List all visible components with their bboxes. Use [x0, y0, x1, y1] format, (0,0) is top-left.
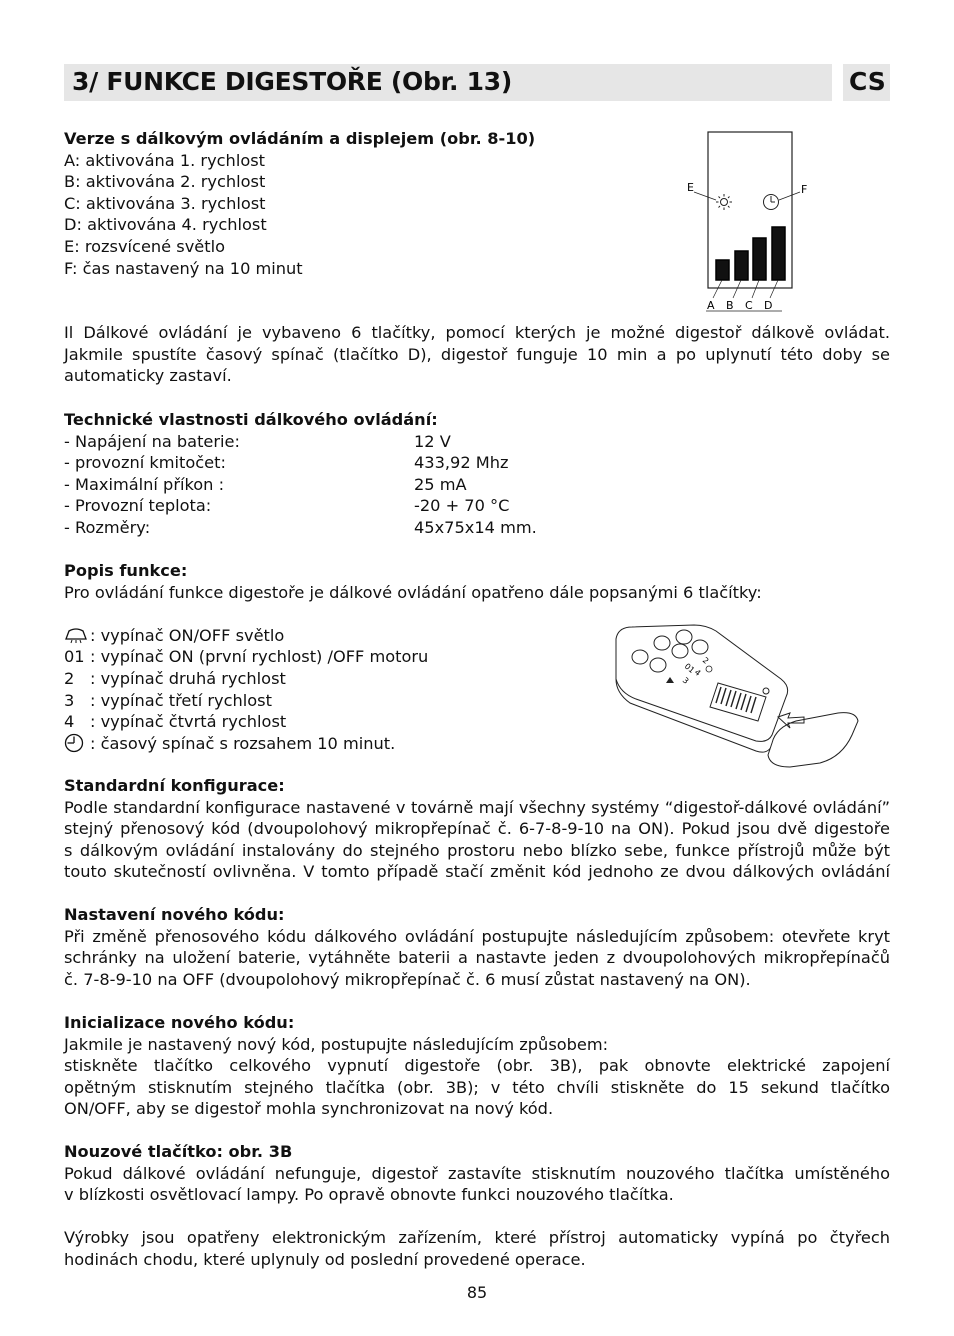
- spec-key: - provozní kmitočet:: [64, 453, 226, 473]
- section-heading: Technické vlastnosti dálkového ovládání:: [64, 410, 438, 429]
- section-heading: Verze s dálkovým ovládáním a displejem (obr. 8-10): [64, 129, 536, 148]
- intro-paragraph: [64, 322, 890, 387]
- function-text: : vypínač ON (první rychlost) /OFF motoru: [90, 647, 429, 667]
- spec-key: - Provozní teplota:: [64, 496, 212, 516]
- init-code: [64, 1012, 890, 1120]
- page-number: 85: [466, 1283, 488, 1302]
- spec-key: - Napájení na baterie:: [64, 431, 240, 451]
- legend-item: D: aktivována 4. rychlost: [64, 215, 267, 235]
- text-line: Il Dálkové ovládání je vybaveno 6 tlačítky, pomocí kterých je možné digestoř dálkově ovládat.: [64, 323, 890, 342]
- new-code: [64, 904, 890, 990]
- function-symbol: 2: [64, 668, 75, 688]
- text-line: ON/OFF, aby se digestoř mohla synchronizovat na nový kód.: [64, 1099, 554, 1119]
- language-badge: [843, 64, 890, 101]
- function-symbol: 3: [64, 690, 75, 710]
- legend-item: A: aktivována 1. rychlost: [64, 150, 265, 170]
- spec-row: [64, 495, 890, 517]
- spec-value: 45x75x14 mm.: [414, 517, 537, 537]
- function-text: : vypínač ON/OFF světlo: [90, 625, 285, 645]
- text-line: v blízkosti osvětlovací lampy. Po opravě obnovte funkci nouzového tlačítka.: [64, 1185, 674, 1205]
- standard-config: [64, 775, 890, 883]
- label-d: D: [764, 299, 773, 312]
- text-line: Výrobky jsou opatřeny elektronickým zařízením, které přístroj automaticky vypíná po čtyřech: [64, 1228, 890, 1247]
- spec-row: [64, 452, 890, 474]
- display-legend: [64, 128, 664, 279]
- spec-key: - Maximální příkon :: [64, 474, 225, 494]
- label-f: F: [801, 183, 808, 196]
- spec-value: 25 mA: [414, 474, 467, 494]
- text-line: Jakmile je nastavený nový kód, postupujte následujícím způsobem:: [64, 1034, 609, 1054]
- text-line: č. 7-8-9-10 na OFF (dvoupolohový mikropřepínač č. 6 musí zůstat nastavený na ON).: [64, 969, 751, 989]
- text-line: stejný přenosový kód (dvoupolohový mikropřepínač č. 6-7-8-9-10 na ON). Pokud jsou dvě digestoře: [64, 819, 890, 839]
- label-a: A: [707, 299, 715, 312]
- remote-label-01: 01: [682, 661, 697, 676]
- function-text: : vypínač třetí rychlost: [90, 690, 272, 710]
- hood-light-icon: [64, 625, 90, 647]
- section-heading: Inicializace nového kódu:: [64, 1013, 295, 1032]
- spec-value: 12 V: [414, 431, 451, 451]
- legend-item: B: aktivována 2. rychlost: [64, 172, 266, 192]
- remote-figure: [606, 617, 868, 769]
- label-e: E: [687, 181, 694, 194]
- text-line: Při změně přenosového kódu dálkového ovládání postupujte následujícím způsobem: otevřete kryt: [64, 926, 890, 946]
- text-line: Pokud dálkové ovládání nefunguje, digestoř zastavíte stisknutím nouzového tlačítka umístěného: [64, 1163, 890, 1183]
- text-line: Pro ovládání funkce digestoře je dálkové ovládání opatřeno dále popsanými 6 tlačítky:: [64, 582, 762, 602]
- label-c: C: [745, 299, 753, 312]
- speed-bar-d: [772, 227, 785, 280]
- display-figure: [680, 128, 810, 314]
- spec-row: [64, 431, 890, 453]
- text-line: touto skutečností ovlivněna. V tomto případě stačí změnit kód jednoho ze dvou dálkových ovládání: [64, 862, 890, 882]
- text-line: schránky na uložení baterie, vytáhněte baterii a nastavte jeden z dvoupolohových mikropřepínačů: [64, 948, 890, 968]
- final-note: [64, 1227, 890, 1270]
- text-line: hodinách chodu, které uplynuly od poslední provedené operace.: [64, 1249, 586, 1269]
- remote-label-4: 4: [692, 667, 703, 678]
- function-text: : vypínač čtvrtá rychlost: [90, 712, 287, 732]
- section-heading: Standardní konfigurace:: [64, 776, 285, 795]
- page-title: 3/ FUNKCE DIGESTOŘE (Obr. 13): [72, 67, 512, 96]
- emergency-button: [64, 1141, 890, 1206]
- title-bar: [64, 64, 832, 101]
- remote-label-2: 2: [700, 655, 711, 666]
- label-b: B: [726, 299, 734, 312]
- spec-key: - Rozměry:: [64, 517, 151, 537]
- remote-label-3: 3: [680, 675, 691, 686]
- timer-icon: [64, 733, 90, 756]
- speed-bar-a: [716, 260, 729, 280]
- text-line: stiskněte tlačítko celkového vypnutí digestoře (obr. 3B), pak obnovte elektrické zapojení: [64, 1056, 890, 1076]
- function-text: : vypínač druhá rychlost: [90, 668, 286, 688]
- function-text: : časový spínač s rozsahem 10 minut.: [90, 733, 396, 753]
- section-heading: Nouzové tlačítko: obr. 3B: [64, 1142, 293, 1161]
- text-line: Podle standardní konfigurace nastavené v továrně mají všechny systémy “digestoř-dálkové ovládání”: [64, 797, 890, 817]
- section-heading: Nastavení nového kódu:: [64, 905, 285, 924]
- section-heading: Popis funkce:: [64, 561, 188, 580]
- legend-item: E: rozsvícené světlo: [64, 236, 225, 256]
- text-line: opětným stisknutím stejného tlačítka (obr. 3B); v této chvíli stiskněte do 15 sekund tlačítko: [64, 1077, 890, 1097]
- tech-specs: [64, 409, 890, 539]
- legend-item: F: čas nastavený na 10 minut: [64, 258, 303, 278]
- text-line: s dálkovým ovládání instalovány do stejného prostoru nebo blízko sebe, funkce přístrojů může být: [64, 840, 890, 860]
- text-line: Jakmile spustíte časový spínač (tlačítko D), digestoř funguje 10 min a po uplynutí této doby se: [64, 344, 890, 364]
- speed-bar-b: [735, 251, 748, 280]
- spec-value: 433,92 Mhz: [414, 453, 509, 473]
- function-symbol: 01: [64, 647, 85, 667]
- spec-row: [64, 474, 890, 496]
- language-code: CS: [849, 67, 886, 96]
- spec-row: [64, 517, 890, 539]
- speed-bar-c: [753, 238, 766, 280]
- text-line: automaticky zastaví.: [64, 366, 232, 386]
- legend-item: C: aktivována 3. rychlost: [64, 193, 266, 213]
- function-symbol: 4: [64, 712, 75, 732]
- spec-value: -20 + 70 °C: [414, 496, 510, 516]
